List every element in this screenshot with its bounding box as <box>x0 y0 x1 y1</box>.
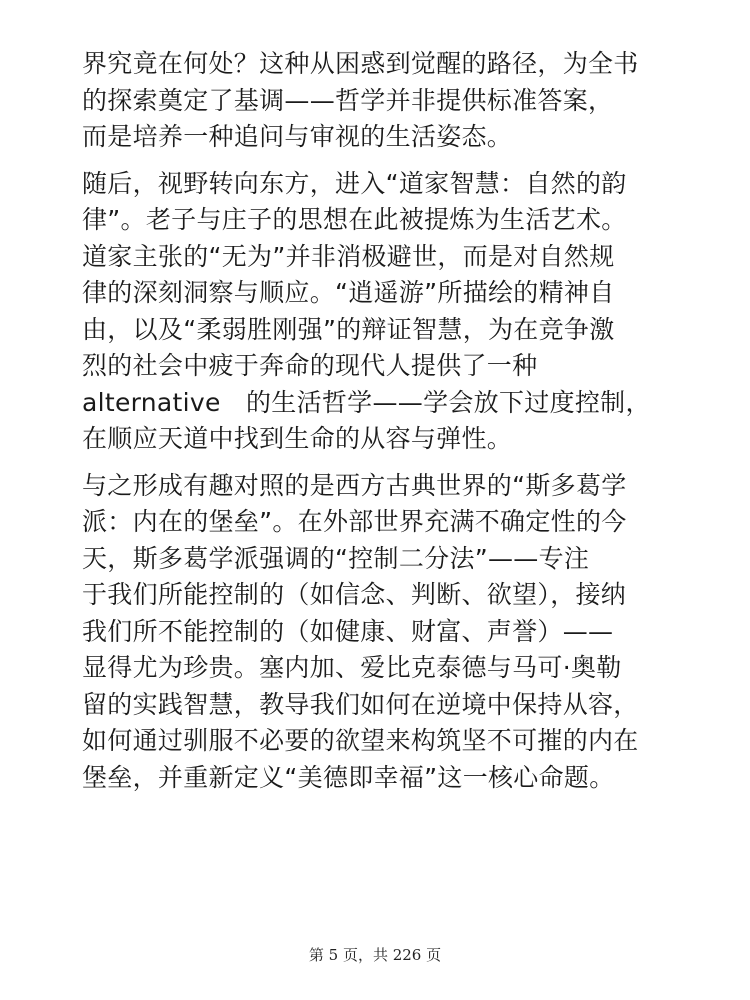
text-line: alternative 的生活哲学——学会放下过度控制， <box>82 387 651 417</box>
paragraph-2 <box>82 166 674 458</box>
text-line: 在顺应天道中找到生命的从容与弹性。 <box>82 424 513 453</box>
paragraph-3 <box>82 468 674 797</box>
text-line: 道家主张的“无为”并非消极避世，而是对自然规 <box>82 241 615 271</box>
text-line: 于我们所能控制的（如信念、判断、欲望），接纳 <box>82 580 627 609</box>
text-line: 烈的社会中疲于奔命的现代人提供了一种 <box>82 351 538 380</box>
text-line: 显得尤为珍贵。塞内加、爱比克泰德与马可·奥勒 <box>82 653 622 682</box>
text-line: 的探索奠定了基调——哲学并非提供标准答案， <box>82 85 614 115</box>
text-line: 天，斯多葛学派强调的“控制二分法”——专注 <box>82 543 590 573</box>
paragraph-1 <box>82 46 674 156</box>
text-line: 我们所不能控制的（如健康、财富、声誉）—— <box>82 616 614 646</box>
text-line: 堡垒，并重新定义“美德即幸福”这一核心命题。 <box>82 762 615 792</box>
text-line: 与之形成有趣对照的是西方古典世界的“斯多葛学 <box>82 470 627 500</box>
text-line: 随后，视野转向东方，进入“道家智慧：自然的韵 <box>82 168 627 198</box>
text-line: 由，以及“柔弱胜刚强”的辩证智慧，为在竞争激 <box>82 314 615 344</box>
paragraph-gap <box>82 458 674 468</box>
text-line: 派：内在的堡垒”。在外部世界充满不确定性的今 <box>82 507 627 536</box>
text-line: 如何通过驯服不必要的欲望来构筑坚不可摧的内在 <box>82 726 639 755</box>
text-body <box>82 46 674 796</box>
text-line: 界究竟在何处？这种从困惑到觉醒的路径，为全书 <box>82 49 639 78</box>
text-line: 留的实践智慧，教导我们如何在逆境中保持从容， <box>82 689 639 719</box>
paragraph-gap <box>82 156 674 166</box>
text-line: 律的深刻洞察与顺应。“逍遥游”所描绘的精神自 <box>82 278 615 307</box>
text-line: 而是培养一种追问与审视的生活姿态。 <box>82 122 513 151</box>
text-line: 律”。老子与庄子的思想在此被提炼为生活艺术。 <box>82 205 627 234</box>
page-number-footer: 第 5 页，共 226 页 <box>308 946 442 964</box>
